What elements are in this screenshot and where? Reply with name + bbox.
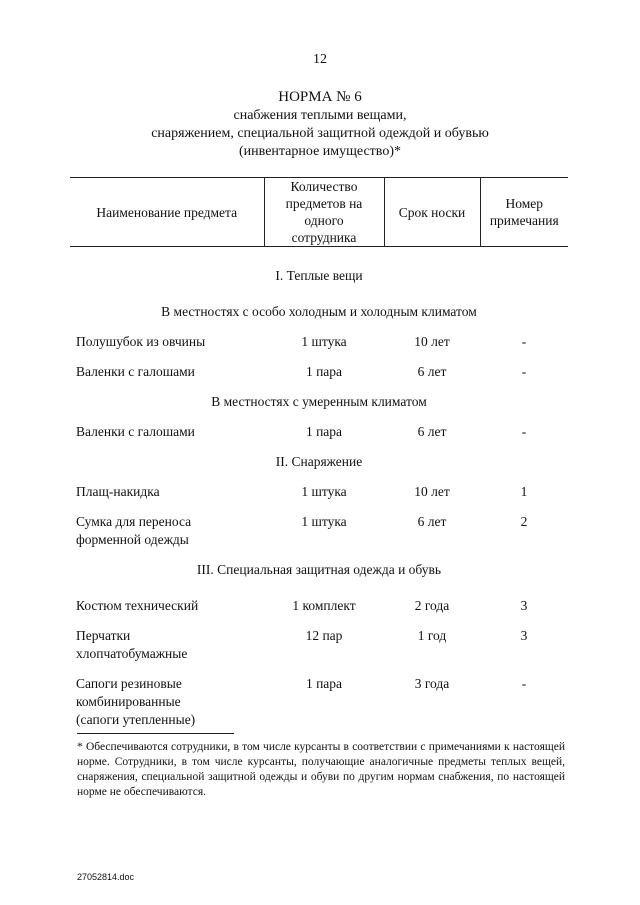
- title-block: [0, 88, 640, 161]
- header-quantity: [264, 178, 384, 247]
- item-term: 10 лет: [414, 334, 450, 349]
- item-note: 2: [520, 514, 528, 529]
- table-row: [70, 663, 568, 729]
- table-row: [70, 501, 568, 549]
- item-name: [70, 501, 264, 549]
- item-note: 3: [520, 628, 528, 643]
- item-term: 6 лет: [417, 364, 447, 379]
- item-name-line: (сапоги утепленные): [76, 712, 196, 727]
- norm-subtitle-line-2: снаряжением, специальной защитной одеждой и обувью: [151, 126, 489, 141]
- table-header-row: [70, 178, 568, 247]
- norm-subtitle-line-3: (инвентарное имущество)*: [239, 144, 401, 159]
- header-quantity-line: одного: [304, 213, 344, 228]
- table-row: [70, 351, 568, 381]
- item-term: 6 лет: [417, 424, 447, 439]
- footnote: * Обеспечиваются сотрудники, в том числе курсанты в соответствии с примечаниями к настоящей норме. Сотрудники, в том числе курсанты, получающие аналогичные предметы теплых вещей, снаряжения, специальной защитной одежды и обуви по другим нормам снабжения, по настоящей норме не обеспечиваются.: [77, 741, 565, 798]
- section-heading: [70, 441, 568, 471]
- section-heading: [70, 247, 568, 286]
- item-name: [70, 615, 264, 663]
- item-note: -: [521, 424, 527, 439]
- table-row: [70, 411, 568, 441]
- header-quantity-line: Количество: [290, 179, 358, 194]
- norm-table: [70, 177, 568, 729]
- item-note: 1: [520, 484, 528, 499]
- header-note-line: Номер: [505, 196, 544, 211]
- table-row: [70, 471, 568, 501]
- section-subheading: [70, 285, 568, 321]
- item-quantity: 12 пар: [305, 628, 343, 643]
- section-equipment: II. Снаряжение: [275, 454, 363, 469]
- section-warm: I. Теплые вещи: [275, 268, 363, 283]
- header-note-line: примечания: [489, 213, 559, 228]
- item-note: -: [521, 676, 527, 691]
- item-quantity: 1 комплект: [292, 598, 356, 613]
- item-quantity: 1 штука: [301, 484, 347, 499]
- page-number: 12: [313, 52, 327, 67]
- header-item-name: Наименование предмета: [70, 178, 264, 247]
- item-term: 10 лет: [414, 484, 450, 499]
- item-term: 2 года: [414, 598, 450, 613]
- item-name-line: Сапоги резиновые: [76, 676, 182, 691]
- item-quantity: 1 пара: [305, 424, 343, 439]
- footnote-divider: [77, 733, 234, 734]
- table-row: [70, 321, 568, 351]
- item-name-line: Сумка для переноса: [76, 514, 192, 529]
- header-quantity-line: сотрудника: [291, 230, 357, 245]
- item-name: [70, 663, 264, 729]
- header-quantity-line: предметов на: [285, 196, 363, 211]
- item-name-line: форменной одежды: [76, 532, 189, 547]
- header-term: Срок носки: [384, 178, 480, 247]
- section-protective: III. Специальная защитная одежда и обувь: [196, 562, 442, 577]
- item-name: Костюм технический: [76, 598, 199, 613]
- section-subheading: [70, 381, 568, 411]
- item-quantity: 1 штука: [301, 514, 347, 529]
- item-term: 3 года: [414, 676, 450, 691]
- document-filename: 27052814.doc: [77, 872, 135, 882]
- table-row: [70, 615, 568, 663]
- item-term: 6 лет: [417, 514, 447, 529]
- item-note: 3: [520, 598, 528, 613]
- item-quantity: 1 пара: [305, 676, 343, 691]
- table-row: [70, 579, 568, 615]
- item-note: -: [521, 334, 527, 349]
- item-name: Валенки с галошами: [76, 364, 195, 379]
- item-term: 1 год: [417, 628, 447, 643]
- item-quantity: 1 штука: [301, 334, 347, 349]
- item-name: Валенки с галошами: [76, 424, 195, 439]
- item-name: Полушубок из овчины: [76, 334, 206, 349]
- item-note: -: [521, 364, 527, 379]
- section-heading: [70, 549, 568, 579]
- item-name-line: Перчатки: [76, 628, 131, 643]
- item-name-line: хлопчатобумажные: [76, 646, 188, 661]
- item-name: Плащ-накидка: [76, 484, 160, 499]
- section-moderate-climate: В местностях с умеренным климатом: [211, 394, 427, 409]
- norm-subtitle-line-1: снабжения теплыми вещами,: [233, 108, 407, 123]
- header-note: [480, 178, 568, 247]
- norm-title: НОРМА № 6: [278, 89, 362, 105]
- item-quantity: 1 пара: [305, 364, 343, 379]
- item-name-line: комбинированные: [76, 694, 181, 709]
- section-cold-climate: В местностях с особо холодным и холодным климатом: [161, 304, 477, 319]
